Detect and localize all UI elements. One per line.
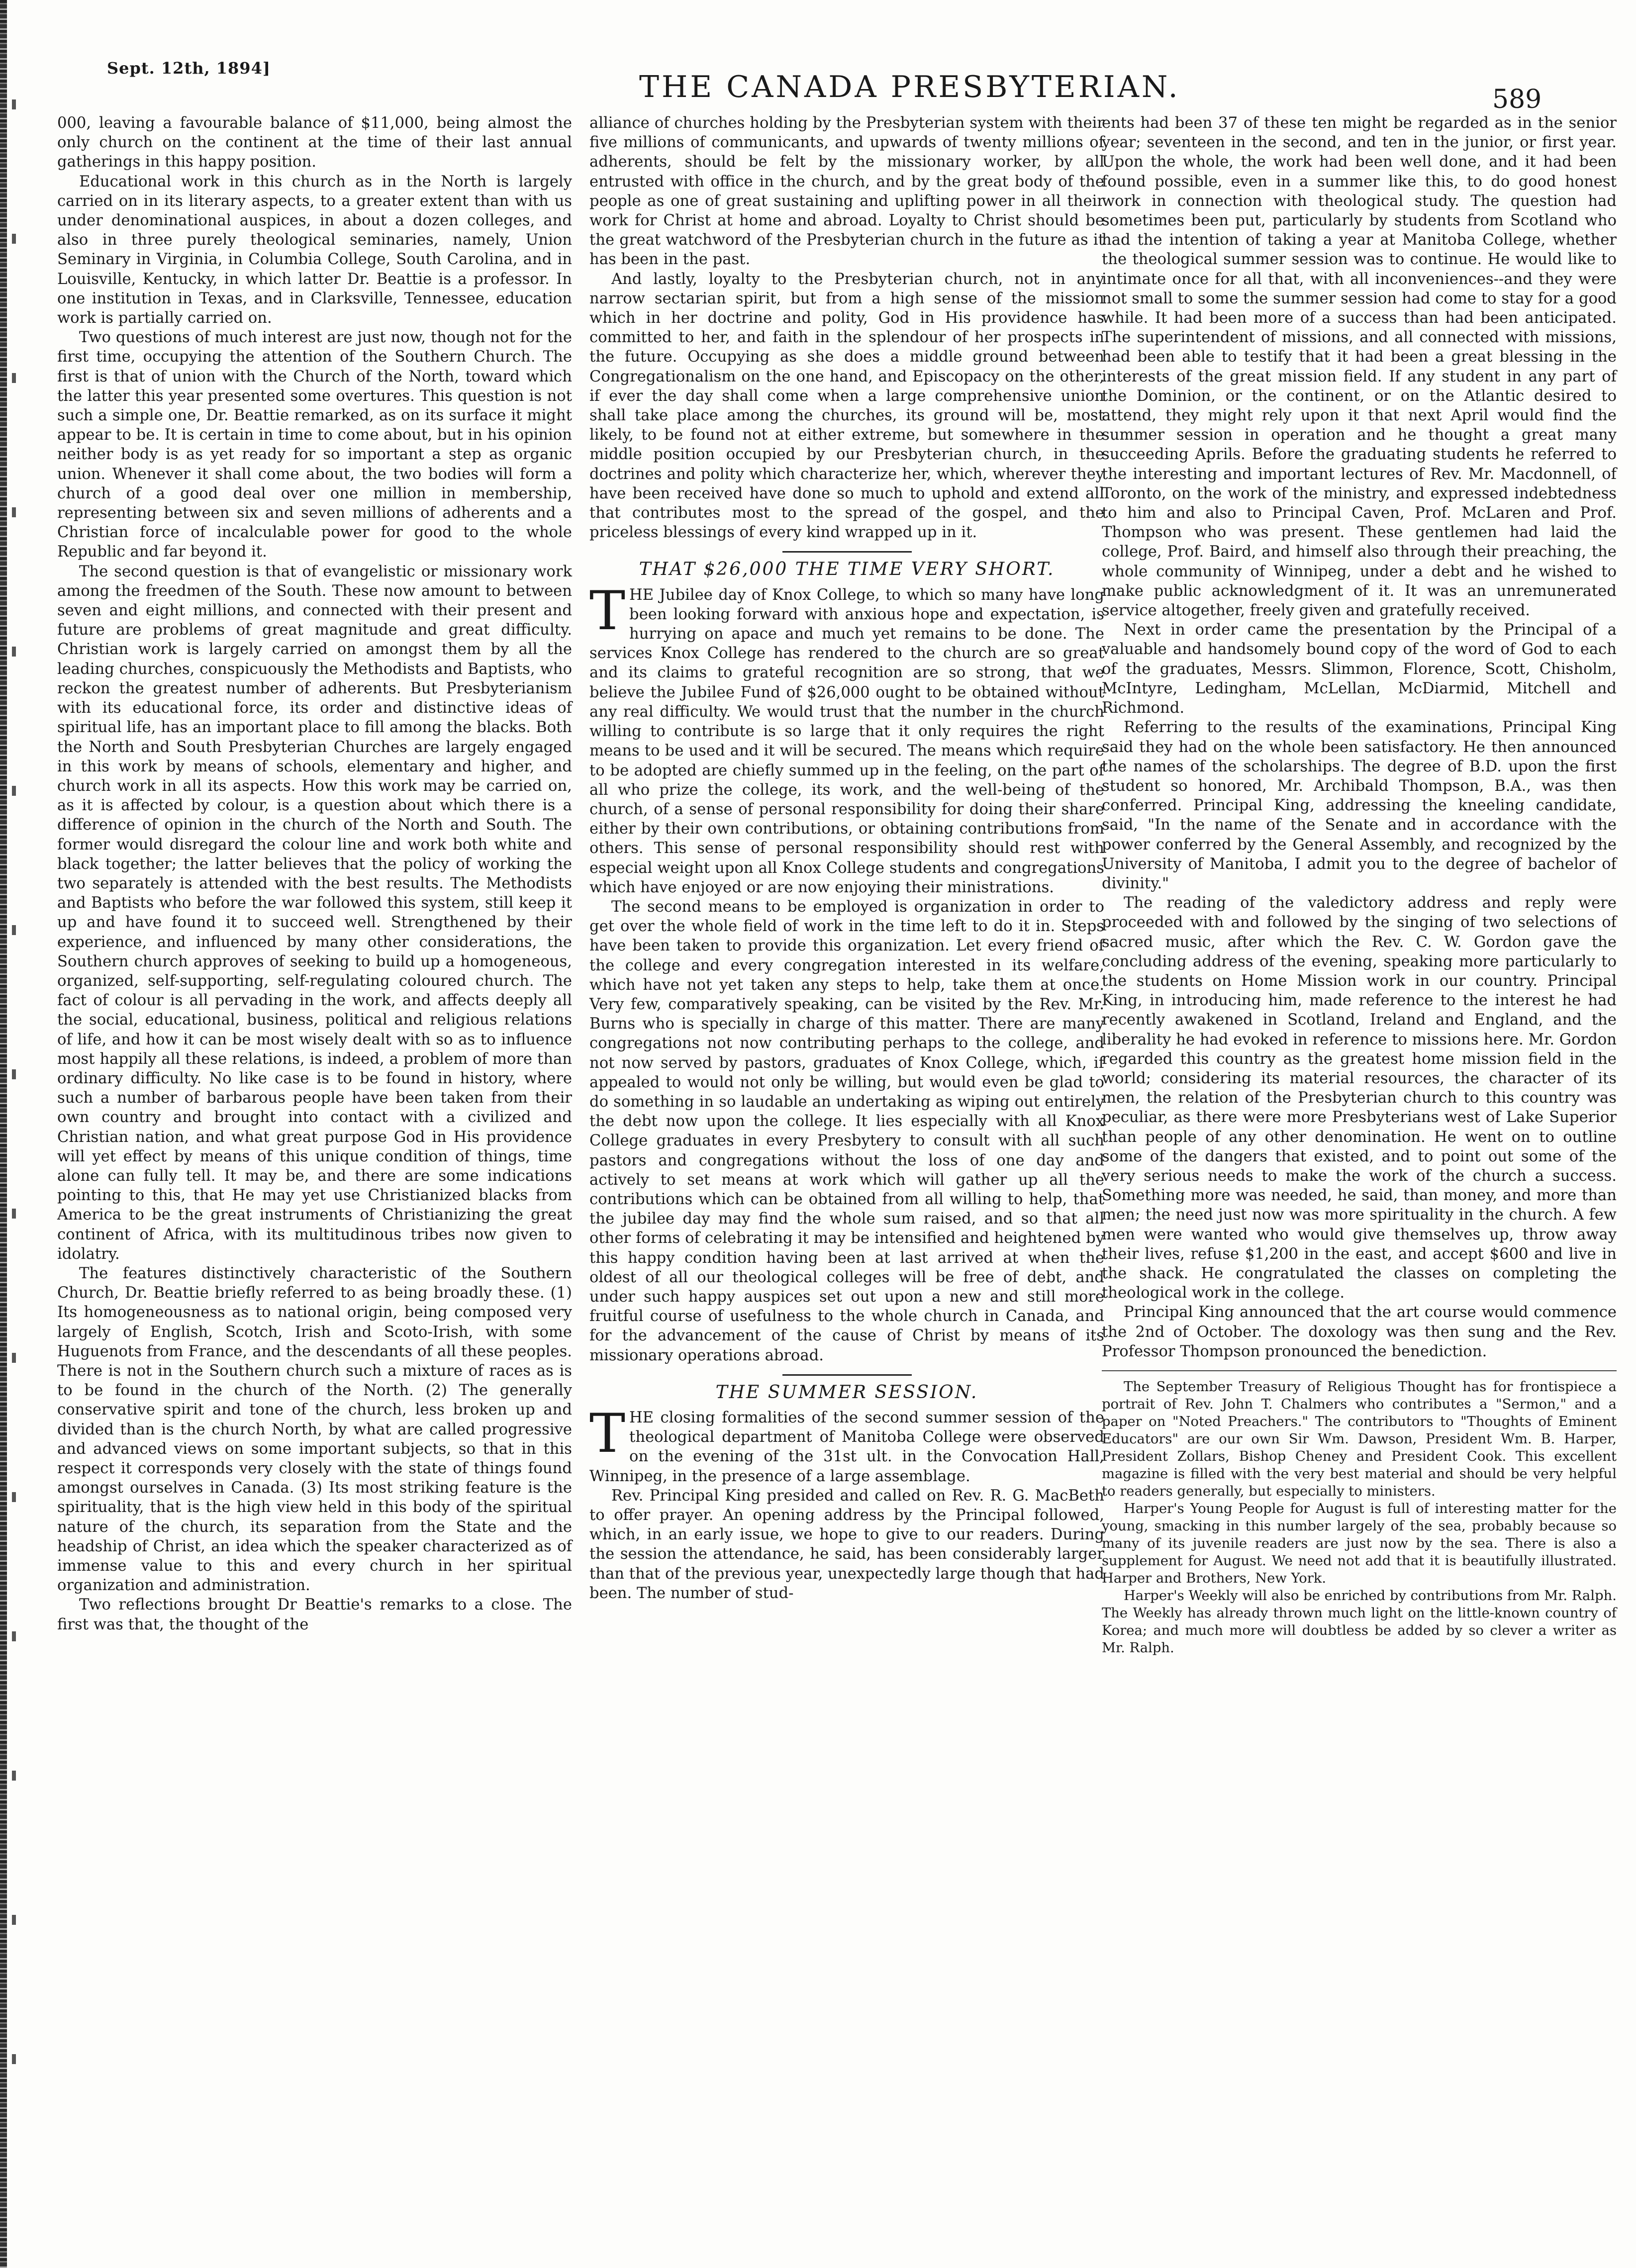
drop-cap: T — [589, 579, 626, 642]
col3-paragraph: The reading of the valedictory address and reply were proceeded with and followed by the singing of two selections of sacred music, after which the Rev. C. W. Gordon gave the concluding address of the evening, speaking more particularly to the students on Home Mission work in our country. Principal King, in introducing him, made reference to the interest he had recently awakened in Scotland, Ireland and England, and the liberality he had evoked in reference to missions here. Mr. Gordon regarded this country as the greatest home mission field in the world; considering its material resources, the character of its men, the relation of the Presbyterian church to this country was peculiar, as there were more Presbyterians west of Lake Superior than people of any other denomination. He went on to outline some of the dangers that existed, and to point out some of the very serious needs to make the work of the church a success. Something more was needed, he said, than money, and more than men; the need just now was more spirituality in the church. A few men were wanted who would give themselves up, throw away their lives, refuse $1,200 in the east, and accept $600 and live in the shack. He congratulated the classes on completing the theological work in the college. — [1102, 894, 1617, 1302]
col2-paragraph: THE closing formalities of the second summer session of the theological department of Manitoba College were observed on the evening of the 31st ult. in the Convocation Hall, Winnipeg, in the presence of a large assemblage. — [589, 1403, 1104, 1485]
literary-note: The September Treasury of Religious Thought has for frontispiece a portrait of Rev. John T. Chalmers who contributes a "Sermon," and a paper on "Noted Preachers." The contributors to "Thoughts of Eminent Educators" are our own Sir Wm. Dawson, President Wm. B. Harper, President Zollars, Bishop Cheney and President Cook. This excellent magazine is filled with the very best material and should be very helpful to readers generally, but especially to ministers. — [1102, 1379, 1617, 1499]
article-heading-jubilee-fund: THAT $26,000 THE TIME VERY SHORT. — [639, 559, 1055, 580]
literary-note: Harper's Weekly will also be enriched by contributions from Mr. Ralph. The Weekly has already thrown much light on the little-known country of Korea; and much more will doubtless be added by so clever a writer as Mr. Ralph. — [1102, 1588, 1617, 1656]
col1-paragraph: 000, leaving a favourable balance of $11,000, being almost the only church on the continent at the time of their last annual gatherings in this happy position. — [57, 114, 572, 171]
section-divider — [782, 551, 912, 553]
col3-paragraph: Referring to the results of the examinations, Principal King said they had on the whole been satisfactory. He then announced the names of the scholarships. The degree of B.D. upon the first student so honored, Mr. Archibald Thompson, B.A., was then conferred. Principal King, addressing the kneeling candidate, said, "In the name of the Senate and in accordance with the power conferred by the General Assembly, and recognized by the University of Manitoba, I admit you to the degree of bachelor of divinity." — [1102, 719, 1617, 892]
col2-paragraph: The second means to be employed is organization in order to get over the whole field of work in the time left to do it in. Steps have been taken to provide this organization. Let every friend of the college and every congregation interested in its welfare, which have not yet taken any steps to help, take them at once. Very few, comparatively speaking, can be visited by the Rev. Mr. Burns who is specially in charge of this matter. There are many congregations not now contributing perhaps to the college, and not now served by pastors, graduates of Knox College, which, if appealed to would not only be willing, but would even be glad to do something in so laudable an undertaking as wiping out entirely the debt now upon the college. It lies especially with all Knox College graduates in every Presbytery to consult with all such pastors and congregations without the loss of one day and actively to set means at work which will gather up all the contributions which can be obtained from all willing to help, that the jubilee day may find the whole sum raised, and so that all other forms of celebrating it may be intensified and heightened by this happy condition having been at last arrived at when the oldest of all our theological colleges will be free of debt, and under such happy auspices set out upon a new and still more fruitful course of usefulness to the whole church in Canada, and for the advancement of the cause of Christ by means of its missionary operations abroad. — [589, 898, 1104, 1364]
scanned-page-edge — [0, 0, 7, 2268]
col1-paragraph: Educational work in this church as in the North is largely carried on in its literary aspects, to a greater extent than with us under denominational auspices, in about a dozen colleges, and also in three purely theological seminaries, namely, Union Seminary in Virginia, in Columbia College, South Carolina, and in Louisville, Kentucky, in which latter Dr. Beattie is a professor. In one institution in Texas, and in Clarksville, Tennessee, education work is partially carried on. — [57, 173, 572, 327]
masthead-title: THE CANADA PRESBYTERIAN. — [639, 70, 1180, 104]
col2-paragraph: And lastly, loyalty to the Presbyterian church, not in any narrow sectarian spirit, but from a high sense of the mission which in her doctrine and polity, God in His providence has committed to her, and faith in the splendour of her prospects in the future. Occupying as she does a middle ground between Congregationalism on the one hand, and Episcopacy on the other, if ever the day shall come when a large comprehensive union shall take place among the churches, its ground will be, most likely, to be found not at either extreme, but somewhere in the middle position occupied by our Presbyterian church, in the doctrines and polity which characterize her, which, wherever they have been received have done so much to uphold and extend all that contributes most to the spread of the gospel, and the priceless blessings of every kind wrapped up in it. — [589, 270, 1104, 542]
literary-note: Harper's Young People for August is full of interesting matter for the young, smacking in this number largely of the sea, probably because so many of its juvenile readers are just now by the sea. There is also a supplement for August. We need not add that it is beautifully illustrated. Harper and Brothers, New York. — [1102, 1501, 1617, 1586]
col1-paragraph: Two reflections brought Dr Beattie's remarks to a close. The first was that, the thought of the — [57, 1596, 572, 1633]
section-divider — [782, 1374, 912, 1376]
column-3 — [1102, 113, 1617, 1657]
col1-paragraph: The second question is that of evangelistic or missionary work among the freedmen of the South. These now amount to between seven and eight millions, and connected with their present and future are problems of great magnitude and great difficulty. Christian work is largely carried on amongst them by all the leading churches, conspicuously the Methodists and Baptists, who reckon the greatest number of adherents. But Presbyterianism with its educational force, its order and distinctive ideas of spiritual life, has an important place to fill among the blacks. Both the North and South Presbyterian Churches are largely engaged in this work by means of schools, elementary and higher, and church work in all its aspects. How this work may be carried on, as it is affected by colour, is a question about which there is a difference of opinion in the church of the North and South. The former would disregard the colour line and work both white and black together; the latter believes that the policy of working the two separately is attended with the best results. The Methodists and Baptists who before the war followed this system, still keep it up and have found it to succeed well. Strengthened by their experience, and influenced by many other considerations, the Southern church approves of seeking to build up a homogeneous, organized, self-supporting, self-regulating coloured church. The fact of colour is all pervading in the work, and affects deeply all the social, educational, business, political and religious relations of life, and how it can be most wisely dealt with so as to influence most happily all these relations, is indeed, a problem of more than ordinary difficulty. No like case is to be found in history, where such a number of barbarous people have been taken from their own country and brought into contact with a civilized and Christian nation, and what great purpose God in His providence will yet effect by means of this unique condition of things, time alone can fully tell. It may be, and there are some indications pointing to this, that He may yet use Christianized blacks from America to be the great instruments of Christianizing the great continent of Africa, with its multitudinous tribes now given to idolatry. — [57, 563, 572, 1263]
col2-paragraph: alliance of churches holding by the Presbyterian system with their five millions of communicants, and upwards of twenty millions of adherents, should be felt by the missionary worker, by all entrusted with office in the church, and by the great body of the people as one of great sustaining and uplifting power in all their work for Christ at home and abroad. Loyalty to Christ should be the great watchword of the Presbyterian church in the future as it has been in the past. — [589, 114, 1104, 269]
margin-bleed-marks — [12, 80, 23, 2218]
article-heading-summer-session: THE SUMMER SESSION. — [715, 1382, 978, 1403]
issue-date: Sept. 12th, 1894] — [107, 59, 271, 78]
column-2 — [589, 113, 1104, 1603]
col3-paragraph: Principal King announced that the art course would commence the 2nd of October. The doxology was then sung and the Rev. Professor Thompson pronounced the benediction. — [1102, 1304, 1617, 1360]
drop-cap: T — [589, 1403, 626, 1465]
col2-paragraph: THE Jubilee day of Knox College, to which so many have long been looking forward with anxious hope and expectation, is hurrying on apace and much yet remains to be done. The services Knox College has rendered to the church are so great and its claims to grateful recognition are so strong, that we believe the Jubilee Fund of $26,000 ought to be obtained without any real difficulty. We would trust that the number in the church willing to contribute is so large that it only requires the right means to be used and it will be secured. The means which require to be adopted are chiefly summed up in the feeling, on the part of all who prize the college, its work, and the well-being of the church, of a sense of personal responsibility for doing their share either by their own contributions, or obtaining contributions from others. This sense of personal responsibility should rest with especial weight upon all Knox College students and congregations which have enjoyed or are now enjoying their ministrations. — [589, 579, 1104, 896]
col3-paragraph: Next in order came the presentation by the Principal of a valuable and handsomely bound copy of the word of God to each of the graduates, Messrs. Slimmon, Florence, Scott, Chisholm, McIntyre, Ledingham, McLellan, McDiarmid, Mitchell and Richmond. — [1102, 621, 1617, 717]
column-1 — [57, 113, 572, 1634]
literary-notes — [1102, 1370, 1617, 1657]
col2-paragraph: Rev. Principal King presided and called on Rev. R. G. MacBeth to offer prayer. An opening address by the Principal followed, which, in an early issue, we hope to give to our readers. During the session the attendance, he said, has been considerably larger than that of the previous year, unexpectedly large though that had been. The number of stud- — [589, 1487, 1104, 1602]
col1-paragraph: The features distinctively characteristic of the Southern Church, Dr. Beattie briefly referred to as being broadly these. (1) Its homogeneousness as to national origin, being composed very largely of English, Scotch, Irish and Scoto-Irish, with some Huguenots from France, and the descendants of all these peoples. There is not in the Southern church such a mixture of races as is to be found in the church of the North. (2) The generally conservative spirit and tone of the church, less broken up and divided than is the church North, by what are called progressive and advanced views on some important subjects, so that in this respect it corresponds very closely with the state of things found amongst ourselves in Canada. (3) Its most striking feature is the spirituality, that is the high view held in this body of the spiritual nature of the church, its separation from the State and the headship of Christ, an idea which the speaker characterized as of immense value to this and every church in her spiritual organization and administration. — [57, 1264, 572, 1595]
page-number: 589 — [1492, 85, 1542, 114]
col3-paragraph: ents had been 37 of these ten might be regarded as in the senior year; seventeen in the second, and ten in the junior, or first year. Upon the whole, the work had been well done, and it had been found possible, even in a summer like this, to do good honest work in connection with theological study. The question had sometimes been put, particularly by students from Scotland who had the intention of taking a year at Manitoba College, whether the theological summer session was to continue. He would like to intimate once for all that, with all inconveniences--and they were not small to some the summer session had come to stay for a good while. It had been more of a success than had been anticipated. The superintendent of missions, and all connected with missions, had been able to testify that it had been a great blessing in the interests of the great mission field. If any student in any part of the Dominion, or the continent, or on the Atlantic desired to attend, they might rely upon it that next April would find the summer session in operation and he thought a great many succeeding Aprils. Before the graduating students he referred to the interesting and important lectures of Rev. Mr. Macdonnell, of Toronto, on the work of the ministry, and expressed indebtedness to him and also to Principal Caven, Prof. McLaren and Prof. Thompson who was present. These gentlemen had laid the college, Prof. Baird, and himself also through their preaching, the whole community of Winnipeg, under a debt and he wished to make public acknowledgment of it. It was an unremunerated service altogether, freely given and gratefully received. — [1102, 114, 1617, 620]
col1-paragraph: Two questions of much interest are just now, though not for the first time, occupying the attention of the Southern Church. The first is that of union with the Church of the North, toward which the latter this year presented some overtures. This question is not such a simple one, Dr. Beattie remarked, as on its surface it might appear to be. It is certain in time to come about, but in his opinion neither body is as yet ready for so important a step as organic union. Whenever it shall come about, the two bodies will form a church of a good deal over one million in membership, representing between six and seven millions of adherents and a Christian force of incalculable power for good to the whole Republic and far beyond it. — [57, 329, 572, 561]
